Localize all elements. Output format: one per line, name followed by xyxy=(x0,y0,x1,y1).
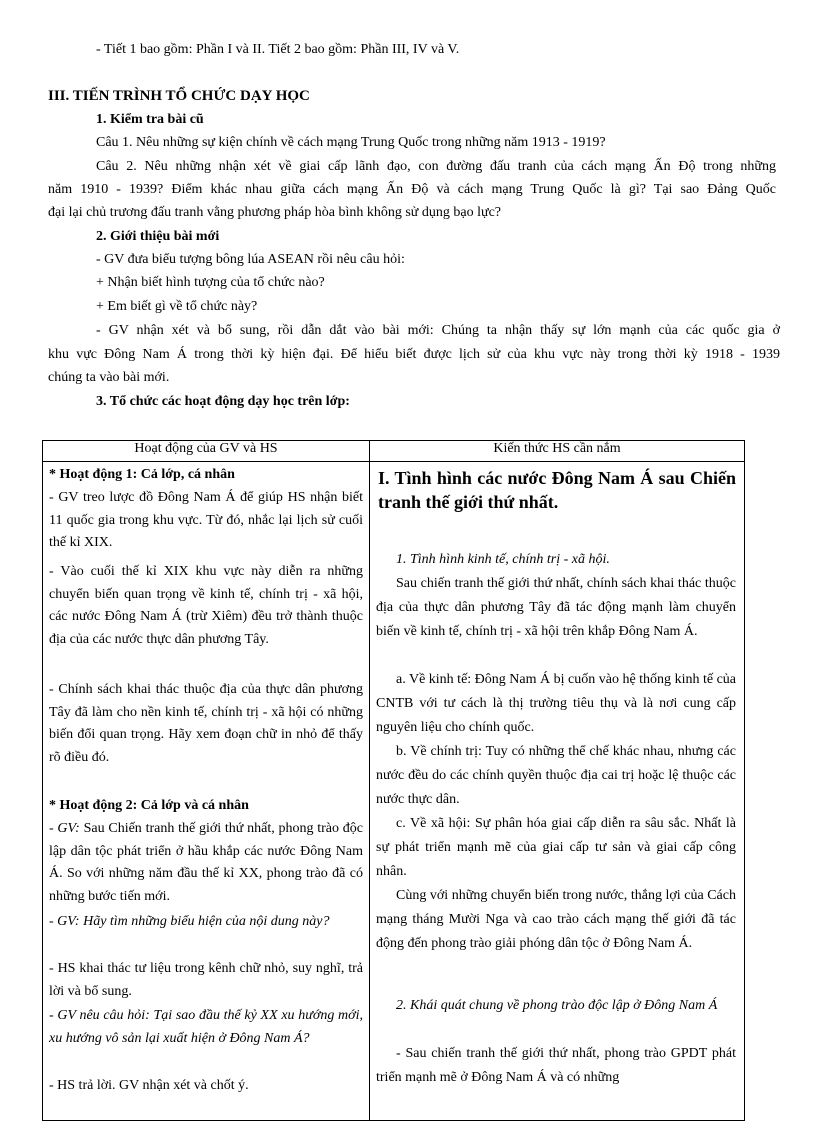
right-column xyxy=(370,462,745,1121)
question-2-line-3: đại lại chủ trương đấu tranh vằng phương pháp hòa bình không sử dụng bạo lực? xyxy=(48,205,502,220)
intro-line: - Tiết 1 bao gồm: Phần I và II. Tiết 2 bao gồm: Phần III, IV và V. xyxy=(96,42,460,57)
intro-step-2: + Nhận biết hình tượng của tổ chức nào? xyxy=(96,275,325,290)
lesson-table xyxy=(42,440,745,1121)
section-heading: III. TIẾN TRÌNH TỔ CHỨC DẠY HỌC xyxy=(48,88,310,104)
right-para-5: Cùng với những chuyển biến trong nước, thắng lợi của Cách mạng tháng Mười Nga và cao trào cách mạng thế giới đã tác động đến phong trào giải phóng dân tộc ở Đông Nam Á. xyxy=(376,888,736,951)
activity-1-para-1: - GV treo lược đồ Đông Nam Á để giúp HS nhận biết 11 quốc gia trong khu vực. Từ đó, nhắc lại lịch sử cuối thế kỉ XIX. xyxy=(49,490,363,550)
activity-2-para-1 xyxy=(49,818,363,908)
activity-1-para-2: - Vào cuối thế kỉ XIX khu vực này diễn ra những chuyển biến quan trọng về kinh tế, chính trị - xã hội, các nước Đông Nam Á (trừ Xiêm) đều trở thành thuộc địa của các nước thực dân phương Tây. xyxy=(49,564,363,647)
activity-1-title: * Hoạt động 1: Cả lớp, cá nhân xyxy=(49,467,235,482)
left-column xyxy=(43,462,370,1121)
activity-2-title: * Hoạt động 2: Cả lớp và cá nhân xyxy=(49,798,249,813)
activity-1-para-3: - Chính sách khai thác thuộc địa của thực dân phương Tây đã làm cho nền kinh tế, chính trị - xã hội có những biến đổi quan trọng. Hãy xem đoạn chữ in nhỏ để thấy rõ điều đó. xyxy=(49,682,363,765)
question-2-line-1: Câu 2. Nêu những nhận xét về giai cấp lãnh đạo, con đường đấu tranh của cách mạng Ấn Độ trong những xyxy=(96,159,776,174)
right-subheading-1: 1. Tình hình kinh tế, chính trị - xã hội. xyxy=(396,552,610,567)
question-1: Câu 1. Nêu những sự kiện chính về cách mạng Trung Quốc trong những năm 1913 - 1919? xyxy=(96,135,606,150)
intro-step-3: + Em biết gì về tổ chức này? xyxy=(96,299,258,314)
activity-2-para-1-text: Sau Chiến tranh thế giới thứ nhất, phong trào độc lập dân tộc phát triển ở hầu khắp các nước Đông Nam Á. So với những năm đầu thế kỉ XX, phong trào đã có những bước tiến mới. xyxy=(49,821,363,904)
header-left: Hoạt động của GV và HS xyxy=(43,441,370,462)
right-para-6: - Sau chiến tranh thế giới thứ nhất, phong trào GPDT phát triển mạnh mẽ ở Đông Nam Á và có những xyxy=(376,1046,736,1085)
activity-2-para-4: - GV nêu câu hỏi: Tại sao đầu thế kỷ XX xu hướng mới, xu hướng vô sản lại xuất hiện ở Đông Nam Á? xyxy=(49,1008,363,1046)
header-right: Kiến thức HS cần nắm xyxy=(370,441,745,462)
intro-para-line-3: chúng ta vào bài mới. xyxy=(48,370,170,385)
question-2-line-2: năm 1910 - 1939? Điểm khác nhau giữa cách mạng Ấn Độ và cách mạng Trung Quốc là gì? Tại sao Đảng Quốc xyxy=(48,182,776,197)
intro-step-1: - GV đưa biểu tượng bông lúa ASEAN rồi nêu câu hỏi: xyxy=(96,252,405,267)
intro-para-line-2: khu vực Đông Nam Á trong thời kỳ hiện đại. Để hiểu biết được lịch sử của khu vực này trong thời kỳ 1918 - 1939 xyxy=(48,347,780,362)
right-para-3: b. Về chính trị: Tuy có những thể chế khác nhau, nhưng các nước đều do các chính quyền thuộc địa cai trị hoặc lệ thuộc các nước thực dân. xyxy=(376,744,736,807)
right-para-2: a. Về kinh tế: Đông Nam Á bị cuốn vào hệ thống kinh tế của CNTB với tư cách là thị trường tiêu thụ và là nơi cung cấp nguyên liệu cho chính quốc. xyxy=(376,672,736,735)
sub3-title: 3. Tổ chức các hoạt động dạy học trên lớp: xyxy=(96,394,350,409)
intro-para-line-1: - GV nhận xét và bổ sung, rồi dẫn dắt vào bài mới: Chúng ta nhận thấy sự lớn mạnh của các quốc gia ở xyxy=(96,323,780,338)
sub1-title: 1. Kiểm tra bài cũ xyxy=(96,112,204,127)
gv-label: - GV: xyxy=(49,821,80,836)
activity-2-para-3: - HS khai thác tư liệu trong kênh chữ nhỏ, suy nghĩ, trả lời và bổ sung. xyxy=(49,961,363,999)
right-para-4: c. Về xã hội: Sự phân hóa giai cấp diễn ra sâu sắc. Nhất là sự phát triển mạnh mẽ của giai cấp tư sản và giai cấp công nhân. xyxy=(376,816,736,879)
right-subheading-2: 2. Khái quát chung về phong trào độc lập ở Đông Nam Á xyxy=(396,998,718,1013)
activity-2-para-5: - HS trả lời. GV nhận xét và chốt ý. xyxy=(49,1078,249,1093)
right-para-1: Sau chiến tranh thế giới thứ nhất, chính sách khai thác thuộc địa của thực dân phương Tây đã tác động mạnh làm chuyển biến về kinh tế, chính trị - xã hội trên khắp Đông Nam Á. xyxy=(376,576,736,639)
section-i-heading: I. Tình hình các nước Đông Nam Á sau Chiến tranh thế giới thứ nhất. xyxy=(378,468,736,512)
activity-2-para-2: - GV: Hãy tìm những biểu hiện của nội dung này? xyxy=(49,914,330,929)
sub2-title: 2. Giới thiệu bài mới xyxy=(96,229,220,244)
